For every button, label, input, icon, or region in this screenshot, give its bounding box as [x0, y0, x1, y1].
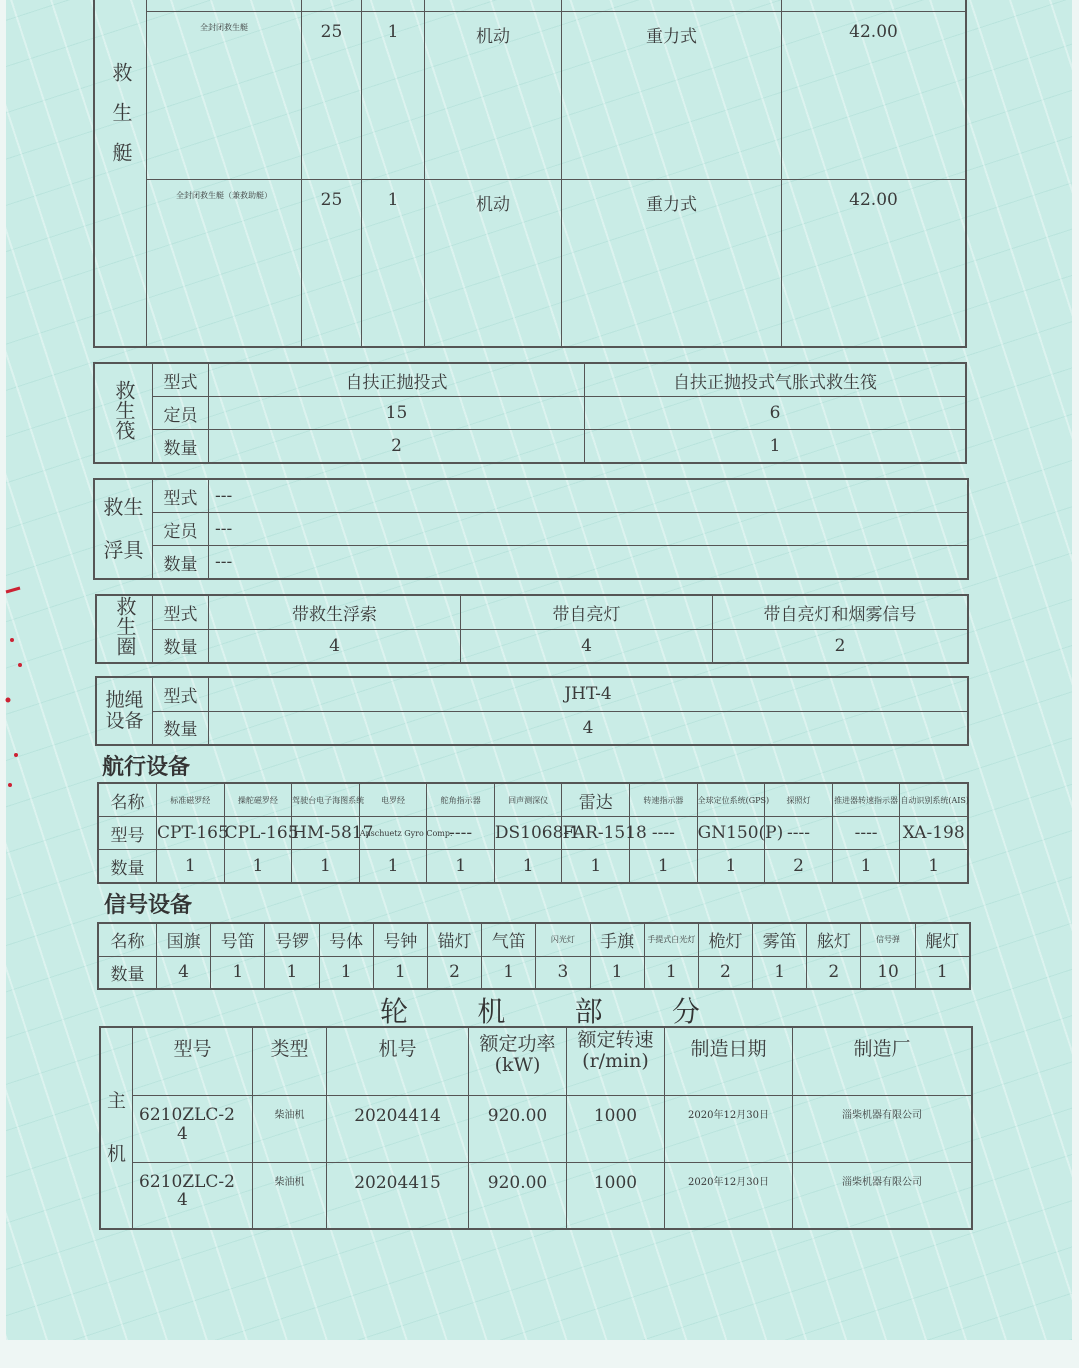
main-engine-label: 主 机	[101, 1028, 133, 1229]
red-ink-marks	[0, 580, 30, 810]
lifebuoy-label: 救生圈	[97, 596, 153, 663]
nav-name-cell-10: 推进器转速指示器	[832, 784, 900, 817]
signal-name-cell-1: 号笛	[211, 924, 265, 957]
nav-name-cell-4: 舵角指示器	[427, 784, 495, 817]
table-row: 全封闭救生艇（兼救助艇） 25 1 机动 重力式 42.00	[95, 179, 966, 347]
nav-name-cell-11: 自动识别系统(AIS)	[900, 784, 968, 817]
nav-model-cell-9: ----	[765, 817, 833, 850]
lifeboat-label: 救生艇	[95, 0, 147, 347]
nav-model-cell-5: DS1068-1	[494, 817, 562, 850]
nav-qty-cell-0: 1	[157, 850, 225, 883]
signal-name-cell-2: 号锣	[265, 924, 319, 957]
signal-name-cell-0: 国旗	[157, 924, 211, 957]
nav-qty-cell-7: 1	[630, 850, 698, 883]
signal-qty-cell-14: 1	[915, 956, 969, 989]
nav-name-cell-8: 全球定位系统(GPS)	[697, 784, 765, 817]
nav-model-cell-8: GN150(P)	[697, 817, 765, 850]
nav-name-cell-2: 驾驶台电子海图系统	[292, 784, 360, 817]
nav-model-cell-4: ----	[427, 817, 495, 850]
signal-name-cell-4: 号钟	[373, 924, 427, 957]
signal-qty-cell-8: 1	[590, 956, 644, 989]
nav-model-cell-3: Anschuetz Gyro Comp.	[359, 817, 427, 850]
signal-name-cell-6: 气笛	[482, 924, 536, 957]
table-row: 6210ZLC-2 4 柴油机 20204414 920.00 1000 2020年12月30日 淄柴机器有限公司	[101, 1096, 972, 1163]
signal-qty-cell-11: 1	[753, 956, 807, 989]
nav-qty-cell-8: 1	[697, 850, 765, 883]
nav-name-cell-0: 标准磁罗经	[157, 784, 225, 817]
signal-table: 名称 国旗 号笛 号锣 号体 号钟 锚灯 气笛 闪光灯 手旗 手提式白光灯 桅灯 雾笛 舷灯 信号弹 艉灯 数量 4 1 1 1 1 2 1 3 1 1 2 1 2 10 1	[97, 922, 971, 990]
signal-name-cell-13: 信号弹	[861, 924, 915, 957]
nav-qty-cell-2: 1	[292, 850, 360, 883]
nav-qty-cell-9: 2	[765, 850, 833, 883]
signal-qty-cell-4: 1	[373, 956, 427, 989]
lifebuoy-table: 救生圈 型式 带救生浮索 带自亮灯 带自亮灯和烟雾信号 数量 4 4 2	[95, 594, 969, 664]
signal-name-cell-5: 锚灯	[427, 924, 481, 957]
signal-qty-cell-6: 1	[482, 956, 536, 989]
signal-qty-cell-2: 1	[265, 956, 319, 989]
signal-qty-cell-3: 1	[319, 956, 373, 989]
line-throwing-table: 抛绳设备 型式 JHT-4 数量 4	[95, 676, 969, 746]
buoyant-apparatus-table: 救生 浮具 型式 --- 定员 --- 数量 ---	[93, 478, 969, 580]
liferaft-table: 救生筏 型式 自扶正抛投式 自扶正抛投式气胀式救生筏 定员 15 6 数量 2 1	[93, 362, 967, 464]
nav-name-cell-9: 探照灯	[765, 784, 833, 817]
signal-qty-cell-7: 3	[536, 956, 590, 989]
nav-qty-cell-5: 1	[494, 850, 562, 883]
main-engine-table: 主 机 型号 类型 机号 额定功率 (kW) 额定转速 (r/min) 制造日期 制造厂 6210ZLC-2 4 柴油机 20204414 920.00 1000 2020年12月30日 淄柴机器有限公司 6210ZLC-2 4 柴油机 20204415 920.00 1000 2020年12月30日 淄柴机器有限公司	[99, 1026, 973, 1230]
nav-model-cell-1: CPL-165	[224, 817, 292, 850]
nav-model-cell-7: ----	[630, 817, 698, 850]
signal-qty-cell-0: 4	[157, 956, 211, 989]
nav-model-cell-11: XA-198	[900, 817, 968, 850]
signal-name-cell-10: 桅灯	[698, 924, 752, 957]
nav-qty-cell-11: 1	[900, 850, 968, 883]
signal-name-cell-14: 艉灯	[915, 924, 969, 957]
nav-qty-cell-6: 1	[562, 850, 630, 883]
signal-name-cell-7: 闪光灯	[536, 924, 590, 957]
engine-section-title: 轮 机 部 分	[380, 995, 700, 1028]
signal-qty-cell-13: 10	[861, 956, 915, 989]
signal-qty-cell-10: 2	[698, 956, 752, 989]
nav-model-cell-2: HM-5817	[292, 817, 360, 850]
navigation-table: 名称 标准磁罗经 操舵磁罗经 驾驶台电子海图系统 电罗经 舵角指示器 回声测深仪 雷达 转速指示器 全球定位系统(GPS) 探照灯 推进器转速指示器 自动识别系统(AIS) 型号 CPT-165 CPL-165 HM-5817 Anschuetz Gyro Comp. ---- DS1068-1 FAR-1518 ---- GN150(P) ---- ---- XA-198 数量 1 1 1 1 1 1 1 1 1 2 1 1	[97, 782, 969, 884]
signal-name-cell-9: 手提式白光灯	[644, 924, 698, 957]
navigation-heading: 航行设备	[102, 755, 191, 780]
table-row: 6210ZLC-2 4 柴油机 20204415 920.00 1000 2020年12月30日 淄柴机器有限公司	[101, 1162, 972, 1229]
lifeboat-table	[93, 0, 967, 348]
nav-model-cell-6: FAR-1518	[562, 817, 630, 850]
line-throwing-label: 抛绳设备	[97, 678, 153, 745]
signal-name-cell-12: 舷灯	[807, 924, 861, 957]
nav-model-cell-10: ----	[832, 817, 900, 850]
signal-name-cell-11: 雾笛	[753, 924, 807, 957]
nav-qty-cell-4: 1	[427, 850, 495, 883]
nav-qty-cell-10: 1	[832, 850, 900, 883]
signal-qty-cell-12: 2	[807, 956, 861, 989]
nav-name-cell-5: 回声测深仪	[494, 784, 562, 817]
signal-qty-cell-9: 1	[644, 956, 698, 989]
signal-qty-cell-1: 1	[211, 956, 265, 989]
nav-qty-cell-1: 1	[224, 850, 292, 883]
nav-qty-cell-3: 1	[359, 850, 427, 883]
nav-name-cell-6: 雷达	[562, 784, 630, 817]
signal-name-cell-8: 手旗	[590, 924, 644, 957]
signal-heading: 信号设备	[104, 893, 193, 918]
nav-model-cell-0: CPT-165	[157, 817, 225, 850]
buoyant-label: 救生 浮具	[95, 480, 153, 579]
signal-qty-cell-5: 2	[427, 956, 481, 989]
nav-name-cell-3: 电罗经	[359, 784, 427, 817]
nav-name-cell-7: 转速指示器	[630, 784, 698, 817]
liferaft-label: 救生筏	[95, 364, 153, 463]
table-row: 全封闭救生艇 25 1 机动 重力式 42.00	[95, 12, 966, 180]
nav-name-cell-1: 操舵磁罗经	[224, 784, 292, 817]
signal-name-cell-3: 号体	[319, 924, 373, 957]
